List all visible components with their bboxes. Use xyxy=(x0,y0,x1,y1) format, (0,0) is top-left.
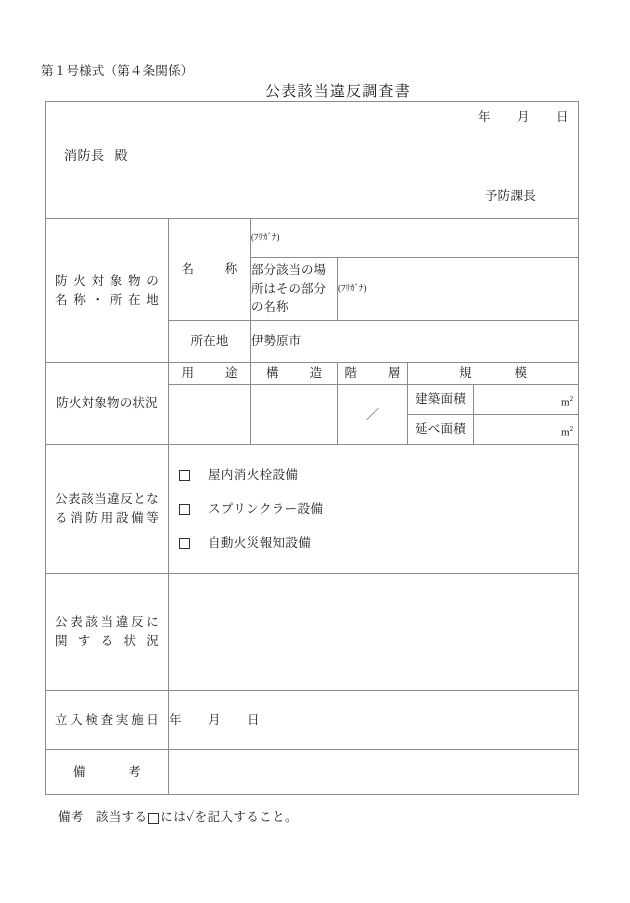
building-area-label-text: 建築面積 xyxy=(415,392,466,407)
inspection-day-label: 日 xyxy=(247,712,261,727)
total-area-label xyxy=(408,415,474,445)
addressee-name: 消防長 xyxy=(64,148,105,163)
table-row xyxy=(46,363,579,385)
area-unit-icon: $m^2$ xyxy=(561,394,574,409)
address-value: 伊勢原市 xyxy=(251,334,302,349)
checkbox-label: スプリンクラー設備 xyxy=(208,501,324,516)
building-name-furigana-field[interactable] xyxy=(251,219,579,258)
checkbox-label: 屋内消火栓設備 xyxy=(208,467,299,482)
issuer-title: 予防課長 xyxy=(484,189,537,203)
form-number: 第１号様式（第４条関係） xyxy=(41,64,194,78)
inspection-date-label xyxy=(46,691,169,750)
table-row xyxy=(46,750,579,795)
floors-field[interactable] xyxy=(338,385,408,445)
addressee xyxy=(64,146,128,166)
date-day-label: 日 xyxy=(556,110,570,124)
part-name-furigana-field[interactable] xyxy=(338,258,579,321)
col-header-structure xyxy=(251,363,338,385)
remarks-label-text: 備 考 xyxy=(73,764,141,779)
equipment-label-line2: る消防用設備等 xyxy=(55,511,159,525)
inspection-month-label: 月 xyxy=(208,712,222,727)
building-area-label xyxy=(408,385,474,415)
table-row xyxy=(46,102,579,219)
inspection-date-label-text: 立入検査実施日 xyxy=(55,712,159,727)
inspection-date-field[interactable] xyxy=(169,691,579,750)
building-label-line1: 防火対象物の xyxy=(55,273,159,288)
col-header-floors-text: 階 層 xyxy=(344,366,401,381)
addressee-honorific: 殿 xyxy=(114,148,129,163)
inspection-year-label: 年 xyxy=(169,712,183,727)
col-header-scale xyxy=(408,363,579,385)
building-label-line2: 名称・所在地 xyxy=(55,292,159,307)
part-name-label xyxy=(251,258,338,321)
checkbox-label: 自動火災報知設備 xyxy=(208,535,312,550)
checkbox-icon[interactable] xyxy=(179,504,190,515)
footnote-prefix: 備考 xyxy=(58,810,84,824)
checkbox-item-fire-alarm[interactable] xyxy=(179,526,578,560)
page-title: 公表該当違反調査書 xyxy=(265,84,411,100)
equipment-checkbox-group xyxy=(169,445,579,574)
address-label-text: 所在地 xyxy=(190,334,229,349)
investigation-form-table xyxy=(45,101,579,795)
part-name-label-text: 部分該当の場所はその部分の名称 xyxy=(251,262,327,315)
floors-separator: ／ xyxy=(365,406,379,422)
use-field[interactable] xyxy=(169,385,251,445)
footnote xyxy=(58,807,298,825)
footnote-text-after: には✓を記入すること。 xyxy=(160,810,298,824)
building-name-label xyxy=(169,219,251,321)
status-label-text: 防火対象物の状況 xyxy=(56,396,158,411)
building-label xyxy=(46,219,169,363)
checkbox-icon xyxy=(148,813,159,824)
table-row xyxy=(46,691,579,750)
remarks-field[interactable] xyxy=(169,750,579,795)
addressee-block xyxy=(46,102,579,219)
table-row xyxy=(46,219,579,258)
total-area-label-text: 延べ面積 xyxy=(415,422,466,437)
structure-field[interactable] xyxy=(251,385,338,445)
date-year-label: 年 xyxy=(478,110,492,124)
table-row xyxy=(46,445,579,574)
footnote-text-before: 該当する xyxy=(95,810,148,824)
checkbox-icon[interactable] xyxy=(179,538,190,549)
col-header-use-text: 用 途 xyxy=(181,366,238,381)
equipment-label-line1: 公表該当違反とな xyxy=(55,492,159,507)
area-unit-icon: $m^2$ xyxy=(561,424,574,439)
violation-field[interactable] xyxy=(169,574,579,691)
address-field[interactable] xyxy=(251,321,579,363)
building-name-label-text: 名 称 xyxy=(181,262,238,277)
status-label xyxy=(46,363,169,445)
address-label xyxy=(169,321,251,363)
violation-label-line1: 公表該当違反に xyxy=(55,615,159,630)
total-area-field[interactable] xyxy=(474,415,579,445)
equipment-label xyxy=(46,445,169,574)
document-date-line[interactable] xyxy=(478,108,569,127)
remarks-label xyxy=(46,750,169,795)
checkbox-item-sprinkler[interactable] xyxy=(179,492,578,526)
col-header-use xyxy=(169,363,251,385)
table-row xyxy=(46,574,579,691)
violation-label-line2: 関する状況 xyxy=(55,634,159,648)
checkbox-item-indoor-hydrant[interactable] xyxy=(179,458,578,492)
checkbox-icon[interactable] xyxy=(179,470,190,481)
building-area-field[interactable] xyxy=(474,385,579,415)
col-header-scale-text: 規 模 xyxy=(459,366,528,381)
part-furigana-label: (ﾌﾘｶﾞﾅ) xyxy=(338,283,367,294)
date-month-label: 月 xyxy=(517,110,531,124)
col-header-structure-text: 構 造 xyxy=(266,366,322,381)
col-header-floors xyxy=(338,363,408,385)
violation-label xyxy=(46,574,169,691)
furigana-label: (ﾌﾘｶﾞﾅ) xyxy=(251,232,280,243)
